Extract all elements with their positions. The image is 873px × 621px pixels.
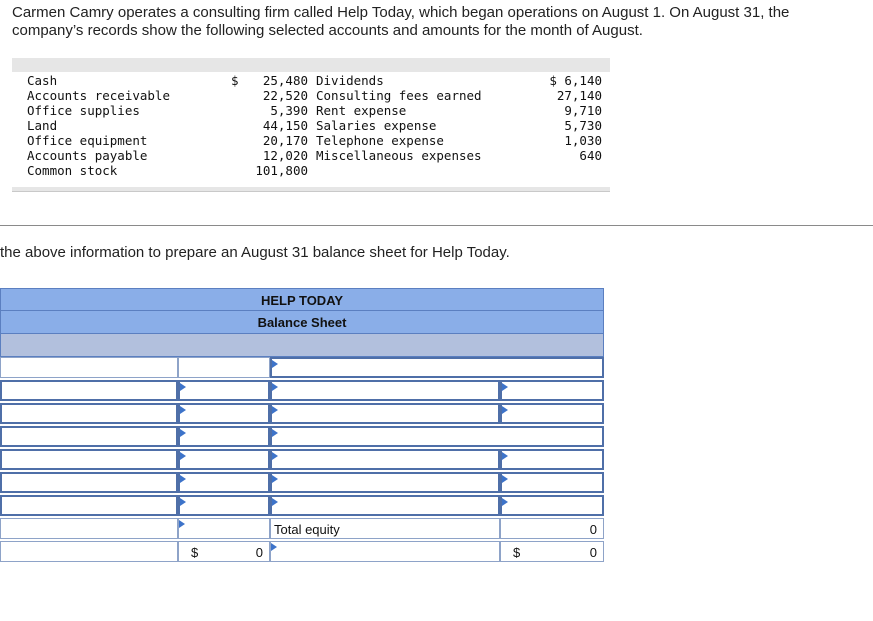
assets-label-input[interactable] bbox=[0, 357, 178, 378]
total-equity-amount: 0 bbox=[589, 522, 597, 537]
assets-label-input[interactable] bbox=[0, 518, 178, 539]
account-amount: 44,150 bbox=[262, 118, 308, 133]
account-amount: 20,170 bbox=[262, 133, 308, 148]
account-name: Telephone expense bbox=[316, 133, 444, 148]
dropdown-arrow-icon bbox=[179, 520, 185, 528]
account-name: Office equipment bbox=[27, 133, 148, 148]
assets-label-input[interactable] bbox=[0, 426, 178, 447]
account-amount: 5,390 bbox=[270, 103, 308, 118]
total-liab-equity-amount: 0 bbox=[589, 545, 597, 560]
total-equity-label bbox=[270, 518, 500, 539]
assets-amount-input[interactable] bbox=[178, 380, 270, 401]
total-assets-amount: 0 bbox=[255, 545, 263, 560]
account-name: Accounts payable bbox=[27, 148, 148, 163]
account-amount: 25,480 bbox=[262, 73, 308, 88]
balance-sheet-row bbox=[0, 426, 604, 449]
totals-row bbox=[0, 541, 604, 564]
total-liab-equity-value bbox=[500, 541, 604, 562]
assets-label-input[interactable] bbox=[0, 449, 178, 470]
dropdown-arrow-icon bbox=[180, 475, 186, 483]
statement-title: Balance Sheet bbox=[0, 311, 604, 334]
account-name: Common stock bbox=[27, 163, 118, 178]
balance-sheet-row bbox=[0, 472, 604, 495]
balance-sheet-row bbox=[0, 495, 604, 518]
balance-sheet bbox=[0, 288, 604, 564]
instruction-text: the above information to prepare an August 31 balance sheet for Help Today. bbox=[0, 244, 510, 261]
dropdown-arrow-icon bbox=[180, 406, 186, 414]
assets-amount-input[interactable] bbox=[178, 426, 270, 447]
section-divider bbox=[0, 225, 873, 226]
account-name: Rent expense bbox=[316, 103, 407, 118]
dropdown-arrow-icon bbox=[502, 383, 508, 391]
total-equity-row bbox=[0, 518, 604, 541]
total-assets-label-input[interactable] bbox=[0, 541, 178, 562]
dropdown-arrow-icon bbox=[272, 383, 278, 391]
account-name: Accounts receivable bbox=[27, 88, 170, 103]
assets-amount-input[interactable] bbox=[178, 518, 270, 539]
dropdown-arrow-icon bbox=[272, 429, 278, 437]
total-liab-equity-label-input[interactable] bbox=[270, 541, 500, 562]
account-name: Cash bbox=[27, 73, 58, 88]
dropdown-arrow-icon bbox=[502, 406, 508, 414]
equity-amount-input[interactable] bbox=[500, 449, 604, 470]
dropdown-arrow-icon bbox=[502, 475, 508, 483]
left-dollar-col bbox=[231, 73, 239, 88]
account-amount: 640 bbox=[579, 148, 602, 163]
equity-label-input[interactable] bbox=[270, 472, 500, 493]
dollar-sign: $ bbox=[513, 545, 521, 560]
assets-label-input[interactable] bbox=[0, 403, 178, 424]
account-amount: 101,800 bbox=[255, 163, 308, 178]
assets-amount-input[interactable] bbox=[178, 472, 270, 493]
account-name: Dividends bbox=[316, 73, 384, 88]
assets-amount-input[interactable] bbox=[178, 403, 270, 424]
account-amount: 27,140 bbox=[556, 88, 602, 103]
assets-amount-input[interactable] bbox=[178, 495, 270, 516]
left-account-names bbox=[27, 73, 170, 178]
company-name: HELP TODAY bbox=[0, 288, 604, 311]
balance-sheet-row bbox=[0, 403, 604, 426]
equity-amount-input[interactable] bbox=[500, 472, 604, 493]
assets-amount-input[interactable] bbox=[178, 449, 270, 470]
assets-label-input[interactable] bbox=[0, 472, 178, 493]
dropdown-arrow-icon bbox=[180, 383, 186, 391]
account-name: Land bbox=[27, 118, 58, 133]
left-account-amounts bbox=[244, 73, 308, 178]
liabilities-label-input[interactable] bbox=[270, 357, 604, 378]
account-amount: 22,520 bbox=[262, 88, 308, 103]
assets-label-input[interactable] bbox=[0, 380, 178, 401]
dollar-sign: $ bbox=[231, 73, 239, 88]
liabilities-label-input[interactable] bbox=[270, 403, 500, 424]
dropdown-arrow-icon bbox=[271, 543, 277, 551]
account-name: Consulting fees earned bbox=[316, 88, 482, 103]
assets-label-input[interactable] bbox=[0, 495, 178, 516]
liabilities-amount-input[interactable] bbox=[500, 403, 604, 424]
liabilities-amount-input[interactable] bbox=[500, 380, 604, 401]
account-amount: 9,710 bbox=[564, 103, 602, 118]
accounts-box-footer bbox=[12, 187, 610, 192]
accounts-table bbox=[12, 58, 610, 192]
equity-label-input[interactable] bbox=[270, 495, 500, 516]
equity-label-input[interactable] bbox=[270, 449, 500, 470]
dropdown-arrow-icon bbox=[272, 498, 278, 506]
total-equity-value bbox=[500, 518, 604, 539]
right-account-names bbox=[316, 73, 482, 163]
total-assets-value bbox=[178, 541, 270, 562]
dropdown-arrow-icon bbox=[180, 452, 186, 460]
assets-amount-input[interactable] bbox=[178, 357, 270, 378]
account-name: Salaries expense bbox=[316, 118, 437, 133]
account-amount: 1,030 bbox=[564, 133, 602, 148]
balance-sheet-row bbox=[0, 449, 604, 472]
dropdown-arrow-icon bbox=[180, 498, 186, 506]
dollar-sign: $ bbox=[191, 545, 199, 560]
dropdown-arrow-icon bbox=[272, 452, 278, 460]
account-name: Miscellaneous expenses bbox=[316, 148, 482, 163]
liabilities-label-input[interactable] bbox=[270, 380, 500, 401]
total-equity-text: Total equity bbox=[274, 522, 340, 537]
account-name: Office supplies bbox=[27, 103, 140, 118]
dropdown-arrow-icon bbox=[272, 406, 278, 414]
problem-intro: Carmen Camry operates a consulting firm called Help Today, which began operations on August 1. On August 31, the company’s records show the following selected accounts and amounts for the month of August. bbox=[12, 4, 790, 39]
dropdown-arrow-icon bbox=[272, 475, 278, 483]
date-row bbox=[0, 334, 604, 357]
account-amount: $ 6,140 bbox=[549, 73, 602, 88]
dropdown-arrow-icon bbox=[272, 360, 278, 368]
account-amount: 5,730 bbox=[564, 118, 602, 133]
right-account-amounts bbox=[532, 73, 602, 163]
balance-sheet-row bbox=[0, 357, 604, 380]
equity-amount-input[interactable] bbox=[500, 495, 604, 516]
dropdown-arrow-icon bbox=[180, 429, 186, 437]
equity-section-label[interactable] bbox=[270, 426, 604, 447]
account-amount: 12,020 bbox=[262, 148, 308, 163]
balance-sheet-row bbox=[0, 380, 604, 403]
dropdown-arrow-icon bbox=[502, 498, 508, 506]
dropdown-arrow-icon bbox=[502, 452, 508, 460]
